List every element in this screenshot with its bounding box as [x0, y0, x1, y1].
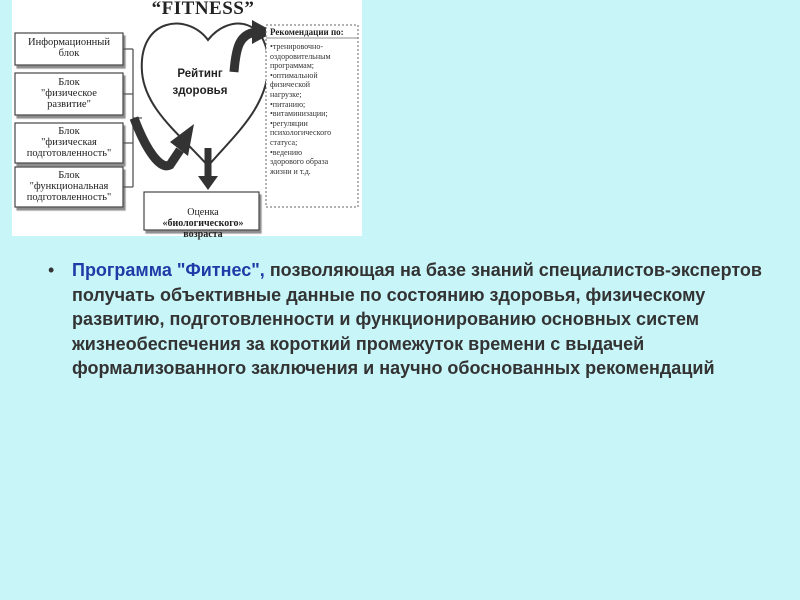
recommendations-title: Рекомендации по:: [270, 27, 344, 37]
block-info-label: Информационный блок: [28, 37, 110, 59]
block-physical-fitness-label: Блок "физическая подготовленность": [26, 126, 112, 159]
paragraph-lead: Программа "Фитнес",: [72, 260, 265, 280]
block-functional-fitness-label: Блок "функциональная подготовленность": [26, 170, 112, 203]
fitness-diagram: [12, 0, 362, 240]
recommendation-item: •витаминизации;: [270, 109, 328, 119]
bottom-box-line1: Оценка: [187, 207, 219, 218]
diagram-title: “FITNESS”: [151, 0, 255, 19]
bottom-box-line2: «биологического» возраста: [162, 218, 244, 240]
bracket-connector: [123, 49, 142, 187]
paragraph-body: позволяющая на базе знаний специалистов-экспертов получать объективные данные по состоянию здоровья, физическому развитию, подготовленности и функционированию основных систем жизнеобеспечения за короткий промежуток времени с выдачей формализованного заключения и научно обоснованных рекомендаций: [72, 260, 762, 378]
down-arrowhead: [198, 176, 218, 190]
heart-label: Рейтинг здоровья: [172, 68, 228, 97]
recommendation-item: •регуляции психологического статуса;: [270, 118, 332, 147]
recommendation-item: •питанию;: [270, 99, 306, 109]
block-physical-development-label: Блок "физическое развитие": [41, 77, 97, 110]
recommendations-list: [270, 42, 366, 176]
recommendation-item: •тренировочно- оздоровительным программам;: [270, 42, 331, 71]
recommendation-item: •оптимальной физической нагрузке;: [270, 70, 318, 99]
recommendation-item: •ведению здорового образа жизни и т.д.: [270, 147, 329, 176]
bottom-box-label: [148, 196, 258, 251]
bullet-marker: •: [48, 260, 55, 280]
main-paragraph: [72, 258, 762, 381]
